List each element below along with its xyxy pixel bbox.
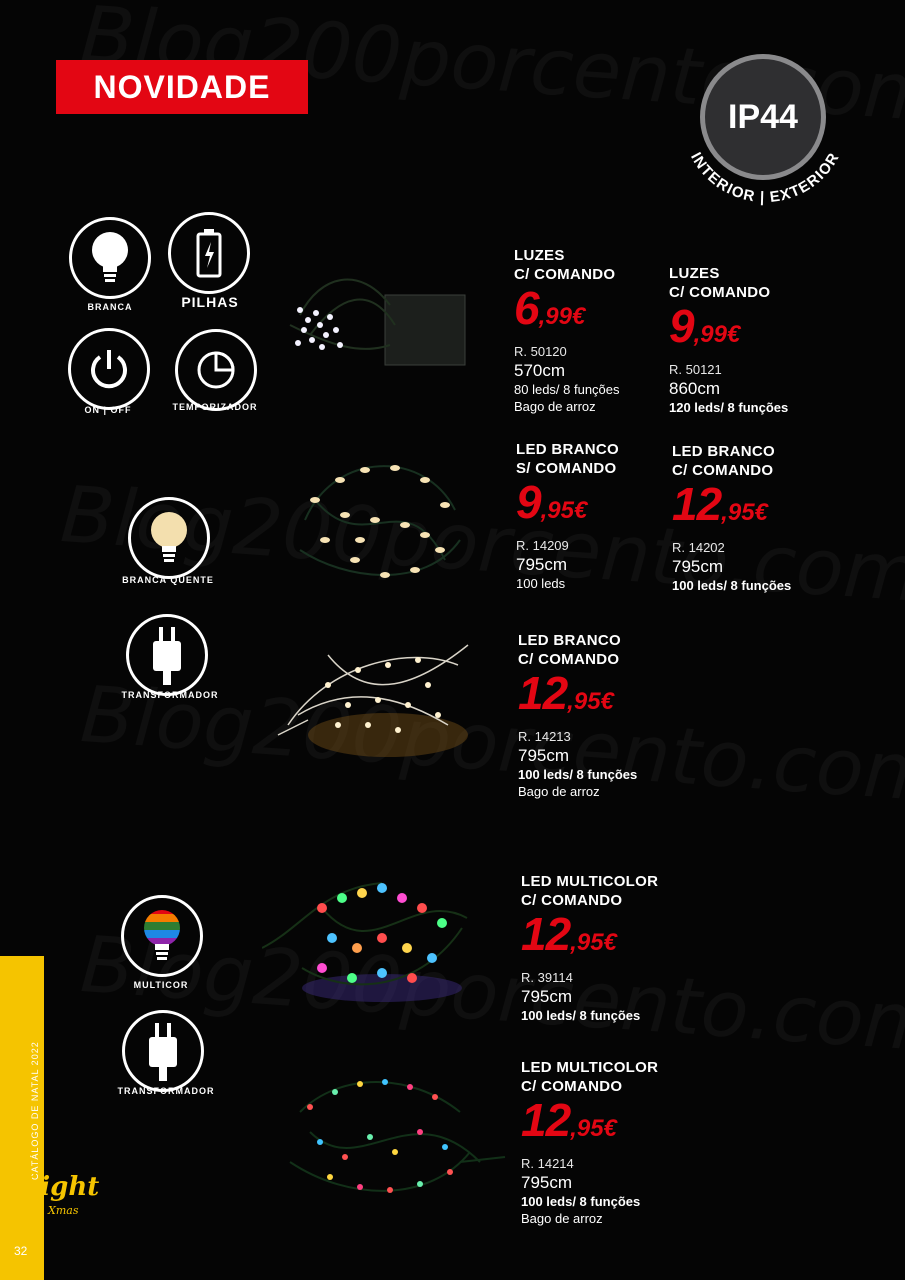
light-string-image xyxy=(262,868,482,1008)
product-ref: R. 14202 xyxy=(672,540,725,555)
product-price: 9,99€ xyxy=(669,300,741,352)
transformer-label: TRANSFORMADOR xyxy=(117,1086,215,1096)
product-subtitle: Bago de arroz xyxy=(514,399,596,414)
product-length: 795cm xyxy=(521,1173,573,1192)
plug-icon xyxy=(122,1010,204,1092)
catalog-title: CATÁLOGO DE NATAL 2022 xyxy=(30,1041,40,1180)
product-subtitle: Bago de arroz xyxy=(521,1211,603,1226)
light-string-image xyxy=(268,625,478,765)
product-card xyxy=(516,440,619,592)
product-name: C/ COMANDO xyxy=(672,462,774,479)
product-ref: R. 50120 xyxy=(514,344,567,359)
product-length: 570cm xyxy=(514,361,566,380)
product-price: 12,95€ xyxy=(521,908,617,960)
light-string-image xyxy=(280,1062,510,1212)
product-features: 120 leds/ 8 funções xyxy=(669,400,789,415)
light-xmas-logo: Light xyxy=(22,1172,100,1202)
battery-label: PILHAS xyxy=(181,294,239,310)
product-length: 860cm xyxy=(669,379,721,398)
product-card xyxy=(514,246,620,415)
timer-label: TEMPORIZADOR xyxy=(172,402,258,412)
warm-bulb-icon xyxy=(128,497,210,579)
product-features: 100 leds/ 8 funções xyxy=(518,767,638,782)
product-name: LUZES xyxy=(514,247,565,264)
light-xmas-logo-sub: Xmas xyxy=(48,1204,79,1217)
multicolor-label: MULTICOR xyxy=(133,980,189,990)
product-length: 795cm xyxy=(518,746,570,765)
product-features: 100 leds xyxy=(516,576,566,591)
product-length: 795cm xyxy=(521,987,573,1006)
product-name: LED MULTICOLOR xyxy=(521,873,659,890)
product-ref: R. 14214 xyxy=(521,1156,574,1171)
svg-text:INTERIOR | EXTERIOR: INTERIOR | EXTERIOR xyxy=(687,149,843,207)
product-price: 9,95€ xyxy=(516,476,588,528)
product-name: C/ COMANDO xyxy=(669,284,771,301)
product-name: C/ COMANDO xyxy=(521,892,623,909)
battery-icon xyxy=(168,212,250,294)
product-ref: R. 39114 xyxy=(521,970,573,985)
product-name: LED BRANCO xyxy=(672,443,775,460)
product-name: C/ COMANDO xyxy=(514,266,616,283)
product-features: 80 leds/ 8 funções xyxy=(514,382,620,397)
product-ref: R. 50121 xyxy=(669,362,722,377)
plug-icon xyxy=(126,614,208,696)
product-card xyxy=(521,872,658,1024)
warm-bulb-label: BRANCA QUENTE xyxy=(122,575,214,585)
ip-arc-text xyxy=(660,14,870,224)
novidade-badge: NOVIDADE xyxy=(56,60,308,114)
product-name: C/ COMANDO xyxy=(518,651,620,668)
product-ref: R. 14213 xyxy=(518,729,571,744)
product-card xyxy=(521,1058,658,1227)
transformer-label: TRANSFORMADOR xyxy=(121,690,219,700)
product-card xyxy=(669,264,788,416)
product-name: C/ COMANDO xyxy=(521,1078,623,1095)
page-number: 32 xyxy=(14,1244,28,1258)
power-icon xyxy=(68,328,150,410)
product-length: 795cm xyxy=(672,557,724,576)
light-string-image xyxy=(280,255,470,385)
product-features: 100 leds/ 8 funções xyxy=(672,578,792,593)
product-price: 12,95€ xyxy=(672,478,768,530)
power-label: ON | OFF xyxy=(84,405,132,415)
product-price: 6,99€ xyxy=(514,282,586,334)
product-features: 100 leds/ 8 funções xyxy=(521,1194,641,1209)
product-ref: R. 14209 xyxy=(516,538,569,553)
product-name: LED BRANCO xyxy=(518,632,621,649)
product-length: 795cm xyxy=(516,555,568,574)
product-subtitle: Bago de arroz xyxy=(518,784,600,799)
product-card xyxy=(518,631,637,800)
product-name: S/ COMANDO xyxy=(516,460,617,477)
ip-rating-badge: IP44 xyxy=(700,54,826,180)
product-price: 12,95€ xyxy=(518,667,614,719)
light-string-image xyxy=(285,440,475,605)
bulb-label: BRANCA xyxy=(87,302,133,312)
product-name: LUZES xyxy=(669,265,720,282)
product-name: LED MULTICOLOR xyxy=(521,1059,659,1076)
multicolor-bulb-icon xyxy=(121,895,203,977)
product-features: 100 leds/ 8 funções xyxy=(521,1008,641,1023)
product-name: LED BRANCO xyxy=(516,441,619,458)
product-card xyxy=(672,442,791,594)
white-bulb-icon xyxy=(69,217,151,299)
product-price: 12,95€ xyxy=(521,1094,617,1146)
timer-icon xyxy=(175,329,257,411)
